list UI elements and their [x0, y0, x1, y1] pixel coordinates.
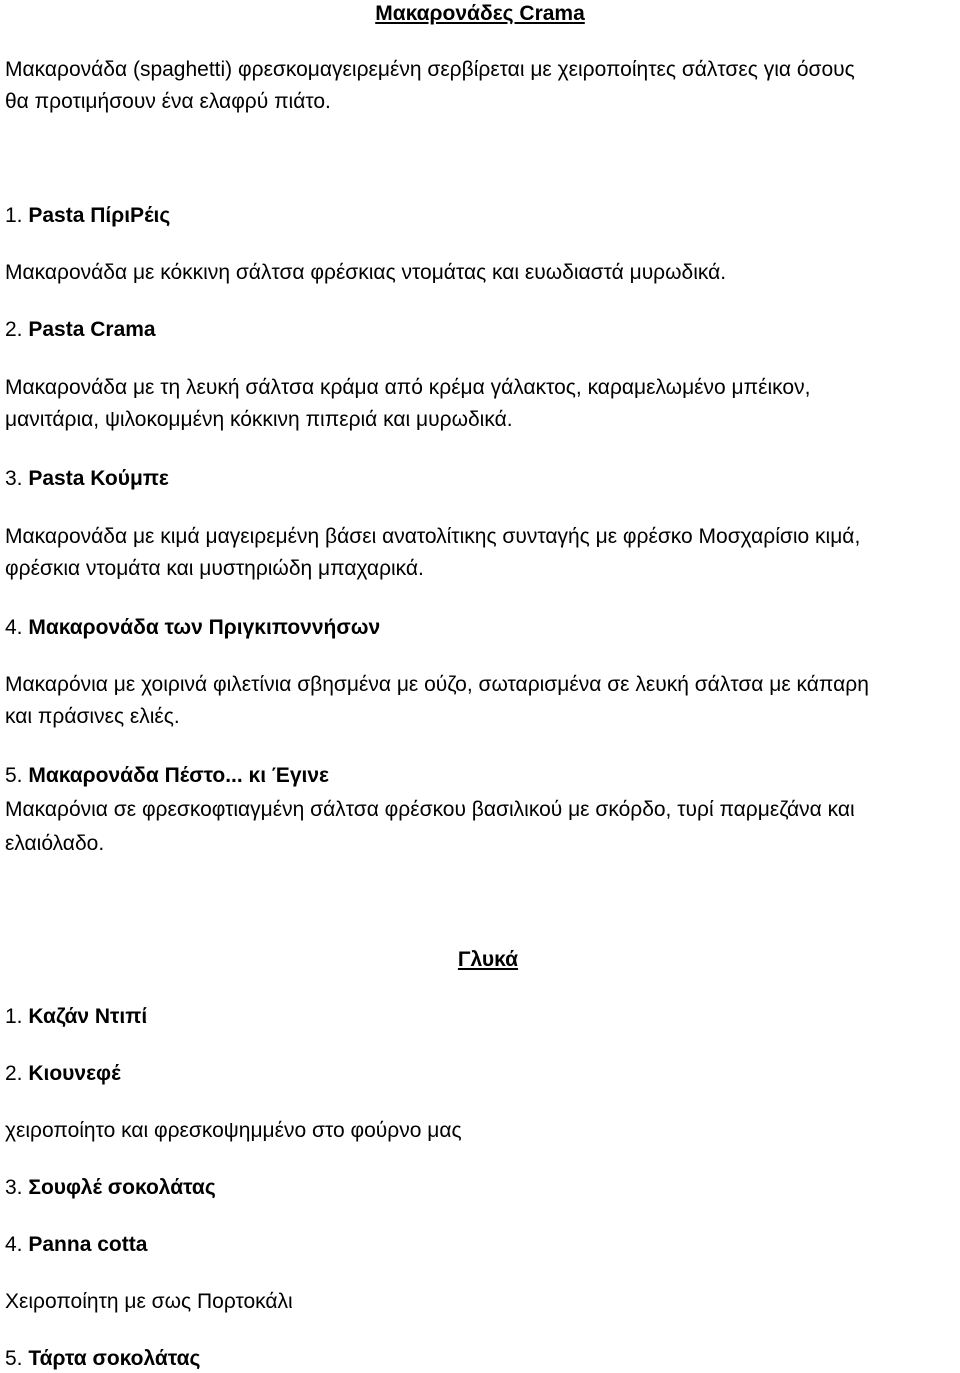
pasta-item-4-desc-2: και πράσινες ελιές. [5, 705, 180, 728]
item-number: 4. [5, 616, 23, 639]
desserts-title-text: Γλυκά [457, 948, 519, 971]
dessert-item-4 [5, 1231, 147, 1259]
pasta-item-1-desc: Μακαρονάδα με κόκκινη σάλτσα φρέσκιας ντομάτας και ευωδιαστά μυρωδικά. [5, 261, 727, 284]
item-number: 3. [5, 467, 23, 490]
intro-line-2: θα προτιμήσουν ένα ελαφρύ πιάτο. [5, 90, 331, 113]
item-name: Καζάν Ντιπί [28, 1005, 148, 1028]
page-title [0, 0, 960, 28]
pasta-item-3-desc-1: Μακαρονάδα με κιμά μαγειρεμένη βάσει ανατολίτικης συνταγής με φρέσκο Μοσχαρίσιο κιμά, [5, 525, 861, 548]
pasta-item-2-desc-2: μανιτάρια, ψιλοκομμένη κόκκινη πιπεριά και μυρωδικά. [5, 408, 513, 431]
item-name: Μακαρονάδα των Πριγκιποννήσων [28, 616, 381, 639]
item-number: 2. [5, 318, 23, 341]
dessert-item-1 [5, 1003, 147, 1031]
desserts-title [0, 946, 960, 974]
item-name: Μακαρονάδα Πέστο... κι Έγινε [28, 764, 329, 787]
dessert-item-2 [5, 1060, 121, 1088]
item-name: Κιουνεφέ [28, 1062, 121, 1085]
dessert-item-5 [5, 1345, 200, 1373]
item-number: 1. [5, 204, 23, 227]
pasta-item-4-desc-1: Μακαρόνια με χοιρινά φιλετίνια σβησμένα με ούζο, σωταρισμένα σε λευκή σάλτσα με κάπαρη [5, 673, 869, 696]
dessert-item-3 [5, 1174, 216, 1202]
dessert-item-2-desc: χειροποίητο και φρεσκοψημμένο στο φούρνο μας [5, 1119, 462, 1142]
item-name: Pasta Κούμπε [28, 467, 169, 490]
pasta-item-2-desc-1: Μακαρονάδα με τη λευκή σάλτσα κράμα από κρέμα γάλακτος, καραμελωμένο μπέικον, [5, 376, 811, 399]
pasta-item-4-heading [5, 614, 380, 642]
item-number: 5. [5, 1347, 23, 1370]
dessert-item-4-desc: Χειροποίητη με σως Πορτοκάλι [5, 1290, 293, 1313]
pasta-item-3-desc-2: φρέσκια ντομάτα και μυστηριώδη μπαχαρικά. [5, 557, 424, 580]
pasta-item-2-heading [5, 316, 156, 344]
page-title-text: Μακαρονάδες Crama [375, 2, 585, 25]
item-number: 5. [5, 764, 23, 787]
item-name: Pasta Crama [28, 318, 156, 341]
item-name: Pasta ΠίριΡέις [28, 204, 171, 227]
intro-line-1: Μακαρονάδα (spaghetti) φρεσκομαγειρεμένη σερβίρεται με χειροποίητες σάλτσες για όσους [5, 58, 855, 81]
pasta-item-5-desc-2: ελαιόλαδο. [5, 832, 105, 855]
pasta-item-5-desc-1: Μακαρόνια σε φρεσκοφτιαγμένη σάλτσα φρέσκου βασιλικού με σκόρδο, τυρί παρμεζάνα και [5, 798, 855, 821]
item-number: 2. [5, 1062, 23, 1085]
item-number: 3. [5, 1176, 23, 1199]
pasta-item-1-heading [5, 202, 170, 230]
item-number: 4. [5, 1233, 23, 1256]
pasta-item-5-heading [5, 762, 329, 790]
pasta-item-3-heading [5, 465, 169, 493]
item-name: Panna cotta [28, 1233, 148, 1256]
item-name: Τάρτα σοκολάτας [28, 1347, 201, 1370]
item-name: Σουφλέ σοκολάτας [28, 1176, 216, 1199]
item-number: 1. [5, 1005, 23, 1028]
